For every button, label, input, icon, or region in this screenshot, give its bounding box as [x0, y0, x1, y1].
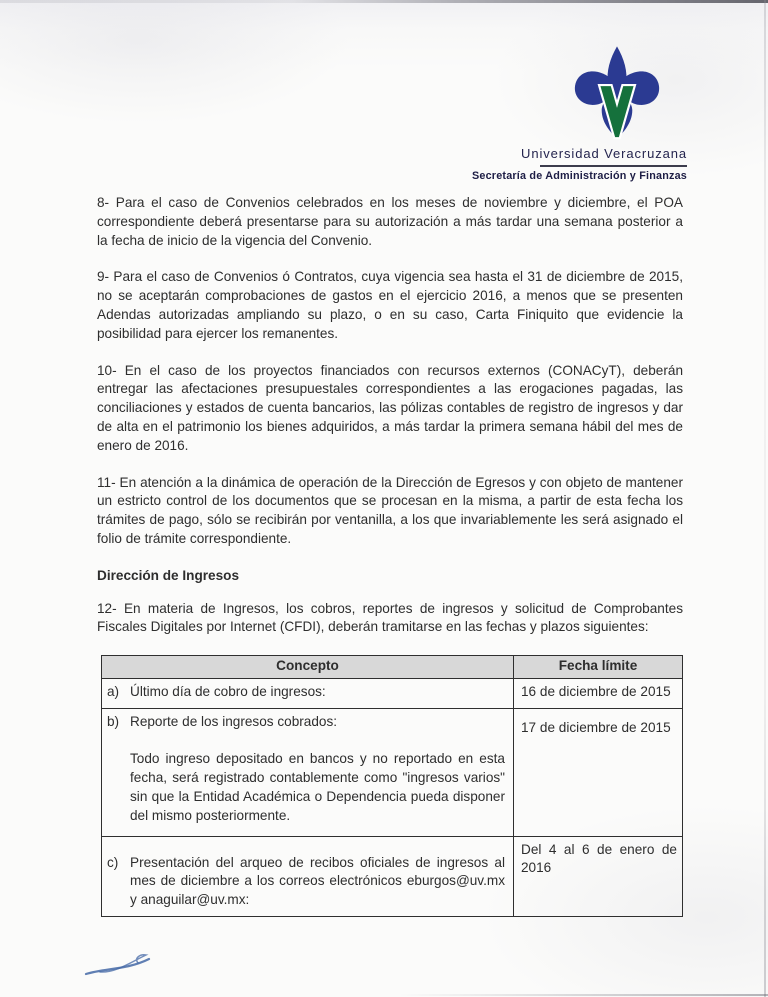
row-a-deadline: 16 de diciembre de 2015 — [514, 678, 683, 708]
paragraph-10: 10- En el caso de los proyectos financiados con recursos externos (CONACyT), deberán entregar las afectaciones presupuestales correspondientes a las erogaciones pagadas, las conciliaciones y estados de cuenta bancarios, las pólizas contables de registro de ingresos y dar de alta en el patrimonio los bienes adquiridos, a más tardar la primera semana hábil del mes de enero de 2016. — [97, 362, 683, 453]
scan-artifact-right-edge — [764, 0, 766, 997]
row-b-note: Todo ingreso depositado en bancos y no reportado en esta fecha, será registrado contablemente como "ingresos varios" sin que la Entidad Académica o Dependencia pueda disponer del mismo posteriormente. — [130, 751, 505, 823]
pen-scribble-icon — [83, 950, 155, 982]
row-b-deadline: 17 de diciembre de 2015 — [514, 708, 683, 836]
letterhead-divider — [540, 165, 687, 167]
university-name: Universidad Veracruzana — [521, 146, 687, 161]
paragraph-12: 12- En materia de Ingresos, los cobros, reportes de ingresos y solicitud de Comprobantes Fiscales Digitales por Internet (CFDI), deberán tramitarse en las fechas y plazos siguientes: — [97, 600, 683, 635]
deadlines-table — [101, 655, 683, 917]
column-header-fecha-limite: Fecha límite — [514, 656, 683, 679]
table-header-row — [102, 656, 683, 679]
paragraph-9: 9- Para el caso de Convenios ó Contratos, cuya vigencia sea hasta el 31 de diciembre de 2015, no se aceptarán comprobaciones de gastos en el ejercicio 2016, a menos que se presenten Adendas autorizadas ampliando su plazo, o en su caso, Carta Finiquito que evidencie la posibilidad para ejercer los remanentes. — [97, 269, 683, 341]
document-body — [97, 194, 683, 917]
row-b-marker: b) — [107, 713, 120, 729]
row-b-concept: Reporte de los ingresos cobrados: — [130, 713, 338, 729]
row-c-marker: c) — [107, 854, 119, 870]
scan-artifact-bottom-edge — [399, 994, 768, 996]
table-row-a — [102, 678, 683, 708]
uv-fleur-de-lis-logo-icon — [572, 44, 662, 146]
section-heading-direccion-ingresos: Dirección de Ingresos — [97, 567, 240, 583]
row-c-deadline: Del 4 al 6 de enero de 2016 — [514, 836, 683, 916]
table-row-c — [102, 836, 683, 916]
paragraph-11: 11- En atención a la dinámica de operación de la Dirección de Egresos y con objeto de mantener un estricto control de los documentos que se procesan en la misma, a partir de esta fecha los trámites de pago, sólo se recibirán por ventanilla, a los que invariablemente les será asignado el folio de trámite correspondiente. — [97, 474, 683, 546]
table-row-b — [102, 708, 683, 836]
paragraph-8: 8- Para el caso de Convenios celebrados en los meses de noviembre y diciembre, el POA correspondiente deberá presentarse para su autorización a más tardar una semana posterior a la fecha de inicio de la vigencia del Convenio. — [97, 195, 683, 248]
row-c-concept: Presentación del arqueo de recibos oficiales de ingresos al mes de diciembre a los correos electrónicos eburgos@uv.mx y anaguilar@uv.mx: — [130, 854, 505, 908]
row-a-marker: a) — [107, 683, 120, 699]
column-header-concepto: Concepto — [102, 656, 514, 679]
scan-artifact-top-edge — [0, 0, 768, 3]
department-name: Secretaría de Administración y Finanzas — [471, 170, 687, 182]
row-a-concept: Último día de cobro de ingresos: — [130, 683, 326, 699]
